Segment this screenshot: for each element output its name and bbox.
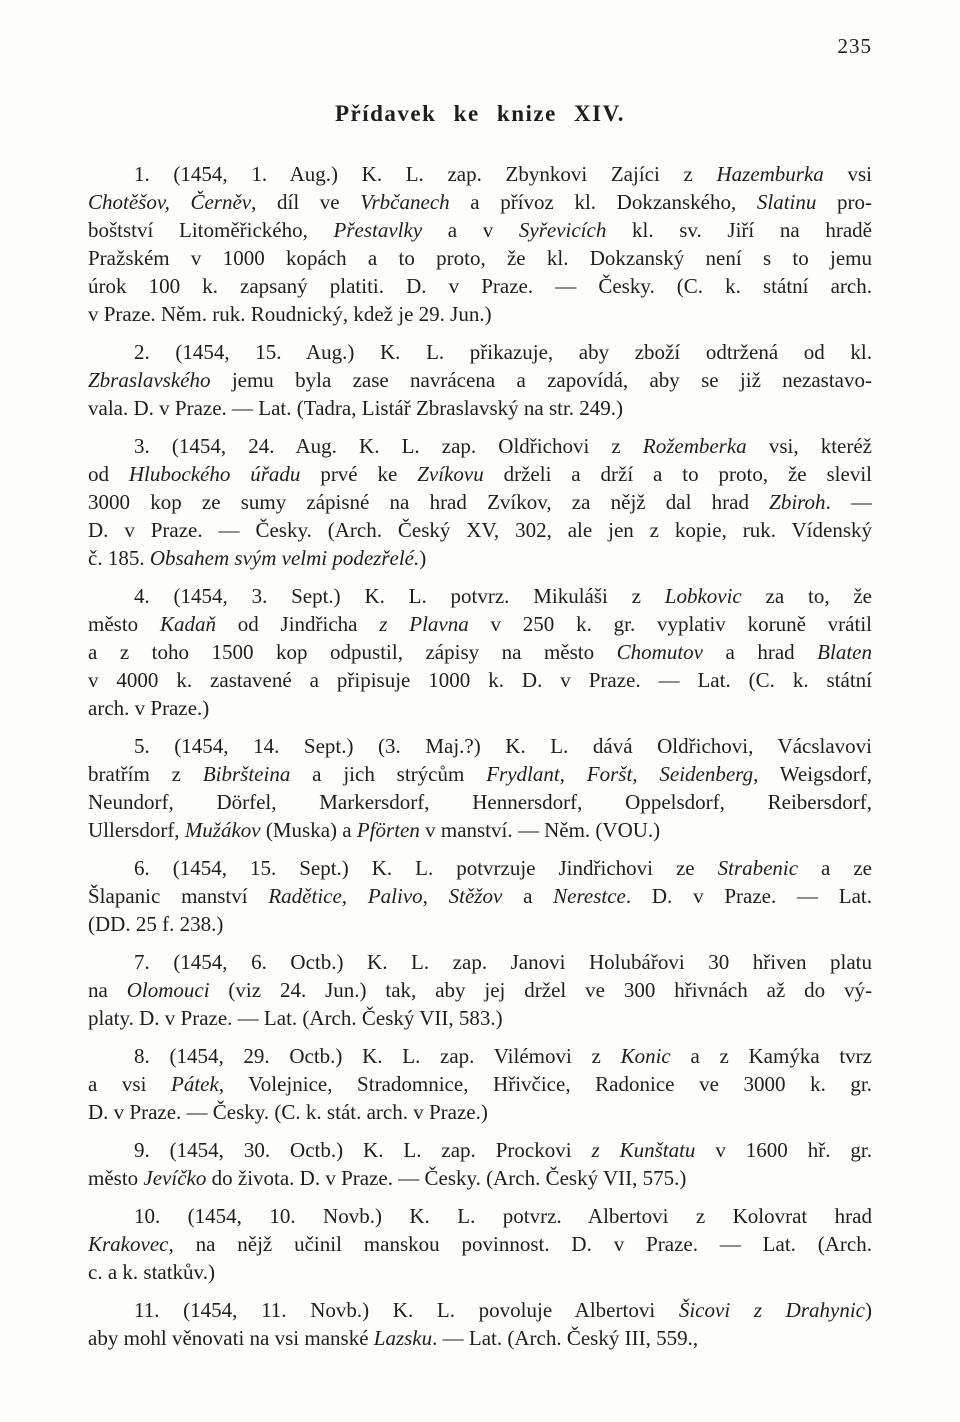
- text-run: Přestavlky: [333, 218, 423, 242]
- text-run: 5. (1454, 14. Sept.) (3. Maj.?) K. L. dává Oldřichovi, Vácslavovi: [134, 734, 872, 758]
- text-line: [88, 300, 872, 328]
- text-run: Krakovec: [88, 1232, 169, 1256]
- entry-paragraph: [88, 732, 872, 844]
- text-line: [88, 1070, 872, 1098]
- text-run: z Plavna: [379, 612, 469, 636]
- text-run: úrok 100 k. zapsaný platiti. D. v Praze. — Česky. (C. k. státní arch.: [88, 274, 872, 298]
- text-run: a přívoz kl. Dokzanského,: [449, 190, 757, 214]
- text-line: [88, 788, 872, 816]
- text-run: Šicovi z Drahynic: [678, 1298, 865, 1322]
- text-run: č. 185.: [88, 546, 150, 570]
- text-run: a: [502, 884, 554, 908]
- entry-paragraph: [88, 582, 872, 722]
- text-run: arch. v Praze.): [88, 696, 210, 720]
- text-run: Mužákov: [184, 818, 261, 842]
- entry-paragraph: [88, 1136, 872, 1192]
- text-line: [88, 338, 872, 366]
- text-run: drželi a drží a to proto, že slevil: [483, 462, 872, 486]
- text-line: [88, 216, 872, 244]
- text-run: Frydlant, Foršt, Seidenberg: [486, 762, 754, 786]
- text-line: [88, 1258, 872, 1286]
- text-line: [88, 160, 872, 188]
- text-run: a z toho 1500 kop odpustil, zápisy na město: [88, 640, 617, 664]
- text-line: [88, 1098, 872, 1126]
- text-run: v Praze. Něm. ruk. Roudnický, kdež je 29. Jun.): [88, 302, 492, 326]
- text-run: 10. (1454, 10. Novb.) K. L. potvrz. Albertovi z Kolovrat hrad: [134, 1204, 872, 1228]
- text-run: v manství. — Něm. (VOU.): [419, 818, 661, 842]
- text-run: Jevíčko: [143, 1166, 207, 1190]
- text-line: [88, 666, 872, 694]
- text-run: Chotěšov, Černěv: [88, 190, 252, 214]
- text-run: Šlapanic manství: [88, 884, 269, 908]
- entry-paragraph: [88, 1042, 872, 1126]
- text-run: Strabenic: [717, 856, 799, 880]
- text-line: [88, 854, 872, 882]
- text-run: . D. v Praze. — Lat.: [625, 884, 872, 908]
- text-run: aby mohl věnovati na vsi manské: [88, 1326, 374, 1350]
- text-run: vala. D. v Praze. — Lat. (Tadra, Listář Zbraslavský na str. 249.): [88, 396, 624, 420]
- text-run: a jich strýcům: [290, 762, 487, 786]
- text-line: [88, 816, 872, 844]
- text-run: D. v Praze. — Česky. (C. k. stát. arch. v Praze.): [88, 1100, 488, 1124]
- text-run: Nerestce: [553, 884, 626, 908]
- text-run: Chomutov: [616, 640, 703, 664]
- text-run: 9. (1454, 30. Octb.) K. L. zap. Prockovi: [134, 1138, 592, 1162]
- text-line: [88, 610, 872, 638]
- text-line: [88, 394, 872, 422]
- text-run: Obsahem svým velmi podezřelé.: [149, 546, 420, 570]
- text-run: Ullersdorf,: [88, 818, 185, 842]
- text-run: 3000 kop ze sumy zápisné na hrad Zvíkov, za nějž dal hrad: [88, 490, 770, 514]
- text-run: Konic: [620, 1044, 671, 1068]
- text-run: Neundorf, Dörfel, Markersdorf, Hennersdorf, Oppelsdorf, Reibersdorf,: [88, 790, 872, 814]
- text-run: a hrad: [702, 640, 818, 664]
- text-run: c. a k. statkův.): [88, 1260, 215, 1284]
- text-run: 11. (1454, 11. Novb.) K. L. povoluje Albertovi: [134, 1298, 679, 1322]
- text-run: vsi, kteréž: [746, 434, 872, 458]
- text-run: město: [88, 612, 160, 636]
- text-run: Zbiroh: [769, 490, 826, 514]
- text-run: do života. D. v Praze. — Česky. (Arch. Český VII, 575.): [206, 1166, 687, 1190]
- text-run: . —: [825, 490, 872, 514]
- text-run: D. v Praze. — Česky. (Arch. Český XV, 302, ale jen z kopie, ruk. Vídenský: [88, 518, 872, 542]
- text-line: [88, 488, 872, 516]
- text-run: (viz 24. Jun.) tak, aby jej držel ve 300 hřivnách až do vý-: [209, 978, 872, 1002]
- text-line: [88, 432, 872, 460]
- text-run: prvé ke: [300, 462, 418, 486]
- text-run: Hlubockého úřadu: [128, 462, 301, 486]
- text-run: jemu byla zase navrácena a zapovídá, aby se již nezastavo-: [210, 368, 872, 392]
- text-line: [88, 1296, 872, 1324]
- text-run: Lobkovic: [664, 584, 742, 608]
- text-run: Pátek: [171, 1072, 219, 1096]
- text-line: [88, 1136, 872, 1164]
- entry-paragraph: [88, 432, 872, 572]
- text-line: [88, 694, 872, 722]
- text-run: bratřím z: [88, 762, 203, 786]
- text-line: [88, 1042, 872, 1070]
- text-line: [88, 460, 872, 488]
- text-line: [88, 976, 872, 1004]
- text-run: a vsi: [88, 1072, 172, 1096]
- page-number: 235: [837, 34, 872, 58]
- entry-paragraph: [88, 338, 872, 422]
- text-run: město: [88, 1166, 144, 1190]
- text-run: 3. (1454, 24. Aug. K. L. zap. Oldřichovi z: [134, 434, 643, 458]
- text-run: v 4000 k. zastavené a připisuje 1000 k. D. v Praze. — Lat. (C. k. státní: [88, 668, 872, 692]
- text-run: na: [88, 978, 127, 1002]
- entry-paragraph: [88, 160, 872, 328]
- text-line: [88, 544, 872, 572]
- text-run: ): [419, 546, 427, 570]
- text-run: od: [88, 462, 129, 486]
- text-run: (DD. 25 f. 238.): [88, 912, 224, 936]
- text-run: pro-: [816, 190, 872, 214]
- text-run: Bibršteina: [202, 762, 291, 786]
- text-run: a z Kamýka tvrz: [670, 1044, 872, 1068]
- text-run: Lazsku: [373, 1326, 433, 1350]
- text-line: [88, 188, 872, 216]
- text-run: 1. (1454, 1. Aug.) K. L. zap. Zbynkovi Zajíci z: [134, 162, 717, 186]
- text-run: a v: [422, 218, 519, 242]
- text-run: Kadaň: [159, 612, 216, 636]
- text-line: [88, 732, 872, 760]
- entry-paragraph: [88, 854, 872, 938]
- page-heading: Přídavek ke knize XIV.: [334, 101, 626, 126]
- text-line: [88, 1004, 872, 1032]
- text-run: , Weigsdorf,: [753, 762, 872, 786]
- text-line: [88, 1202, 872, 1230]
- text-run: Zvíkovu: [417, 462, 484, 486]
- text-run: 2. (1454, 15. Aug.) K. L. přikazuje, aby zboží odtržená od kl.: [134, 340, 872, 364]
- text-line: [88, 272, 872, 300]
- text-run: Zbraslavského: [88, 368, 211, 392]
- text-run: kl. sv. Jiří na hradě: [606, 218, 872, 242]
- text-line: [88, 366, 872, 394]
- text-run: v 250 k. gr. vyplativ koruně vrátil: [468, 612, 872, 636]
- text-run: (Muska) a: [260, 818, 357, 842]
- text-run: Radětice, Palivo, Stěžov: [268, 884, 503, 908]
- text-run: 7. (1454, 6. Octb.) K. L. zap. Janovi Holubářovi 30 hřiven platu: [134, 950, 872, 974]
- text-line: [88, 882, 872, 910]
- text-run: . — Lat. (Arch. Český III, 559.,: [432, 1326, 699, 1350]
- text-run: , díl ve: [251, 190, 361, 214]
- text-run: Vrbčanech: [360, 190, 450, 214]
- text-line: [88, 244, 872, 272]
- entry-paragraph: [88, 1202, 872, 1286]
- text-line: [88, 948, 872, 976]
- text-line: [88, 582, 872, 610]
- text-line: [88, 1324, 872, 1352]
- text-run: 6. (1454, 15. Sept.) K. L. potvrzuje Jindřichovi ze: [134, 856, 718, 880]
- text-line: [88, 1164, 872, 1192]
- text-run: Hazemburka: [716, 162, 824, 186]
- text-run: Blaten: [817, 640, 872, 664]
- text-run: , na nějž učinil manskou povinnost. D. v Praze. — Lat. (Arch.: [168, 1232, 872, 1256]
- text-run: v 1600 hř. gr.: [695, 1138, 872, 1162]
- text-line: [88, 910, 872, 938]
- entry-paragraph: [88, 1296, 872, 1352]
- entry-paragraph: [88, 948, 872, 1032]
- text-run: z Kunštatu: [591, 1138, 696, 1162]
- text-run: platy. D. v Praze. — Lat. (Arch. Český VII, 583.): [88, 1006, 503, 1030]
- text-line: [88, 760, 872, 788]
- text-run: 4. (1454, 3. Sept.) K. L. potvrz. Mikuláši z: [134, 584, 665, 608]
- text-line: [88, 638, 872, 666]
- text-run: vsi: [823, 162, 872, 186]
- text-run: Rožemberka: [642, 434, 747, 458]
- text-run: boštství Litoměřického,: [88, 218, 334, 242]
- text-run: ): [865, 1298, 872, 1322]
- text-run: 8. (1454, 29. Octb.) K. L. zap. Vilémovi z: [134, 1044, 621, 1068]
- text-run: za to, že: [741, 584, 872, 608]
- text-run: , Volejnice, Stradomnice, Hřivčice, Radonice ve 3000 k. gr.: [218, 1072, 872, 1096]
- text-run: Pražském v 1000 kopách a to proto, že kl. Dokzanský není s to jemu: [88, 246, 872, 270]
- entries: [88, 160, 872, 1352]
- text-line: [88, 1230, 872, 1258]
- text-run: Syřevicích: [518, 218, 607, 242]
- text-run: Olomouci: [126, 978, 210, 1002]
- text-run: a ze: [798, 856, 872, 880]
- text-run: Slatinu: [756, 190, 817, 214]
- text-line: [88, 516, 872, 544]
- text-run: od Jindřicha: [215, 612, 380, 636]
- text-run: Pförten: [356, 818, 420, 842]
